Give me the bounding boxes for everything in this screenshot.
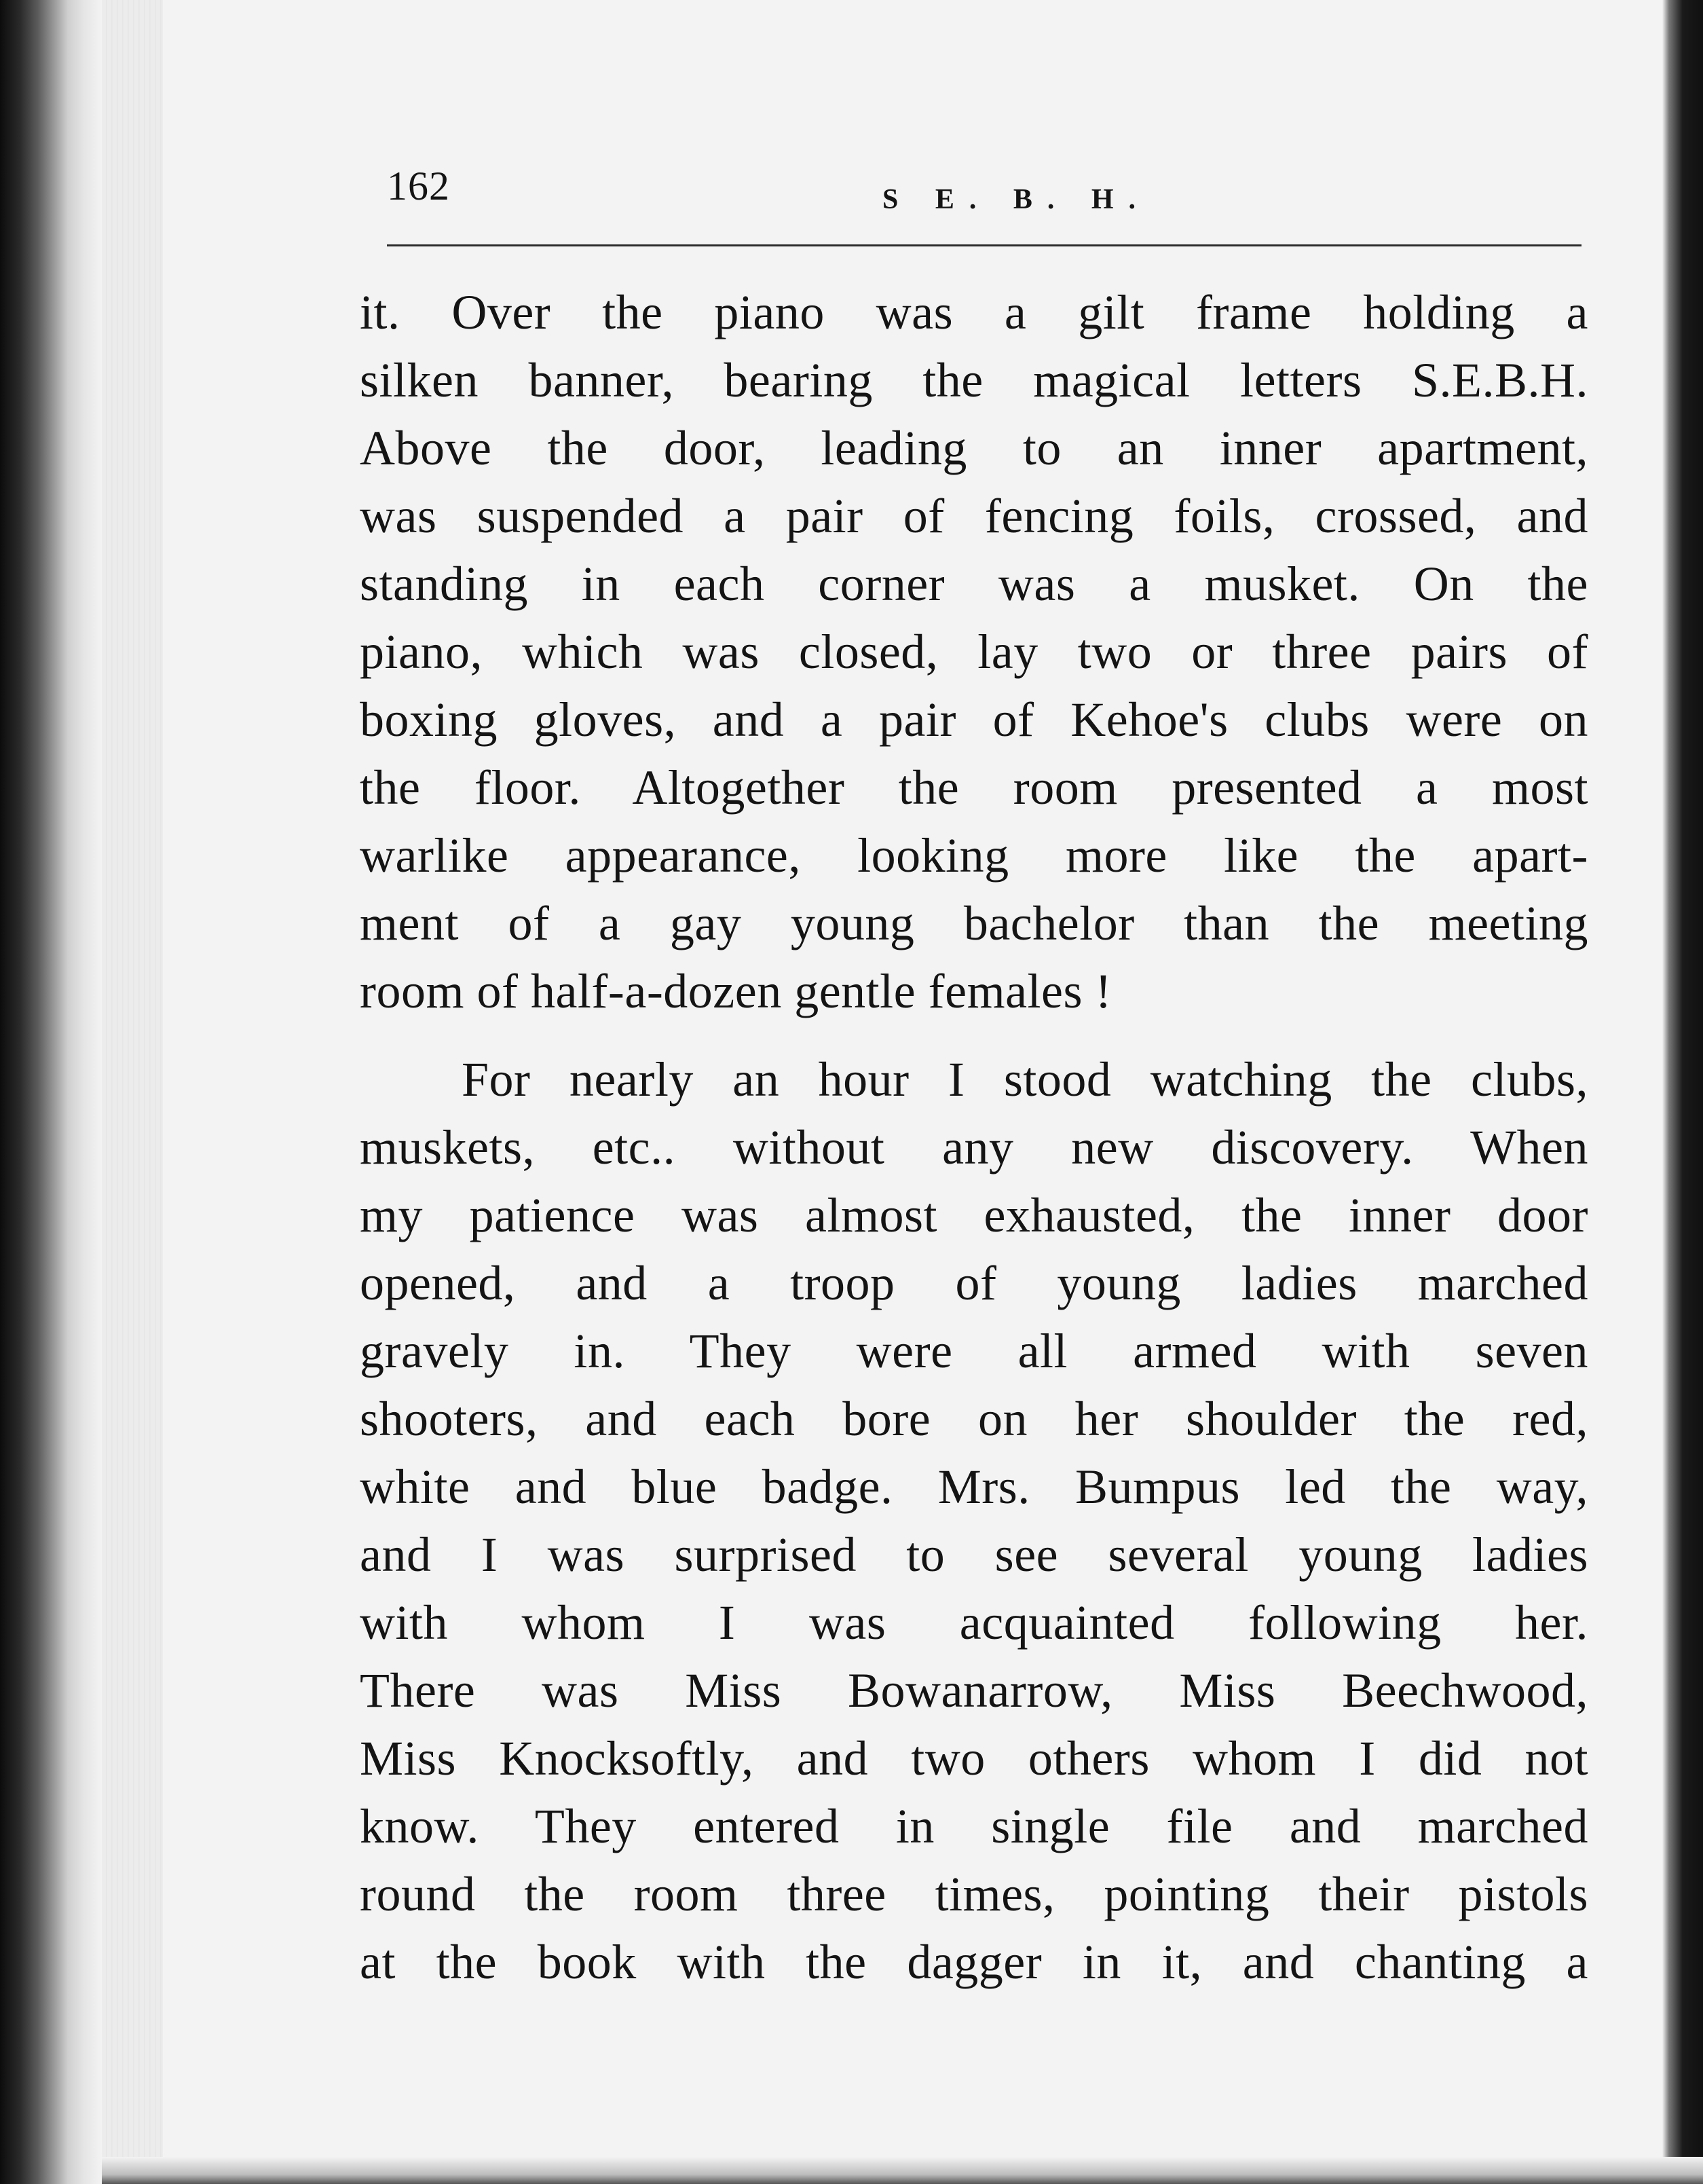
page-number: 162 bbox=[387, 164, 450, 208]
text-line: know. They entered in single file and marched bbox=[360, 1799, 1588, 1853]
paragraph-2 bbox=[360, 1045, 1588, 1996]
text-line: warlike appearance, looking more like the apart- bbox=[360, 828, 1588, 883]
text-line: my patience was almost exhausted, the inner door bbox=[360, 1188, 1588, 1242]
text-line: with whom I was acquainted following her. bbox=[360, 1595, 1588, 1650]
scan-right-border bbox=[1662, 0, 1703, 2184]
text-line: Miss Knocksoftly, and two others whom I did not bbox=[360, 1731, 1588, 1785]
paragraph-gap bbox=[360, 1025, 1588, 1045]
paragraph-1 bbox=[360, 278, 1588, 1025]
text-line: standing in each corner was a musket. On the bbox=[360, 557, 1588, 611]
book-spine-shadow bbox=[0, 0, 102, 2184]
text-line: For nearly an hour I stood watching the clubs, bbox=[462, 1052, 1588, 1107]
page-edges bbox=[102, 0, 163, 2184]
header-rule bbox=[387, 244, 1582, 246]
text-line: Above the door, leading to an inner apartment, bbox=[360, 421, 1588, 475]
text-line: round the room three times, pointing their pistols bbox=[360, 1867, 1588, 1921]
body-text bbox=[360, 278, 1588, 1996]
text-line: muskets, etc.. without any new discovery. When bbox=[360, 1120, 1588, 1174]
text-line: boxing gloves, and a pair of Kehoe's clubs were on bbox=[360, 692, 1588, 747]
text-line: There was Miss Bowanarrow, Miss Beechwood, bbox=[360, 1663, 1588, 1718]
text-line: gravely in. They were all armed with seven bbox=[360, 1324, 1588, 1378]
scan-bottom-border bbox=[102, 2157, 1703, 2184]
text-line: opened, and a troop of young ladies marched bbox=[360, 1256, 1588, 1310]
text-line: ment of a gay young bachelor than the meeting bbox=[360, 896, 1588, 950]
text-line: was suspended a pair of fencing foils, crossed, and bbox=[360, 489, 1588, 543]
text-line: silken banner, bearing the magical letters S.E.B.H. bbox=[360, 353, 1588, 407]
text-line: and I was surprised to see several young ladies bbox=[360, 1528, 1588, 1582]
text-line: room of half-a-dozen gentle females ! bbox=[360, 964, 1112, 1018]
text-line: it. Over the piano was a gilt frame holding a bbox=[360, 285, 1588, 339]
text-line: piano, which was closed, lay two or three pairs of bbox=[360, 625, 1588, 679]
text-line: at the book with the dagger in it, and chanting a bbox=[360, 1935, 1588, 1989]
text-line: the floor. Altogether the room presented a most bbox=[360, 760, 1588, 815]
text-line: shooters, and each bore on her shoulder the red, bbox=[360, 1392, 1588, 1446]
running-head: S E. B. H. bbox=[882, 184, 1151, 215]
text-line: white and blue badge. Mrs. Bumpus led the way, bbox=[360, 1460, 1588, 1514]
book-page bbox=[326, 149, 1602, 2118]
